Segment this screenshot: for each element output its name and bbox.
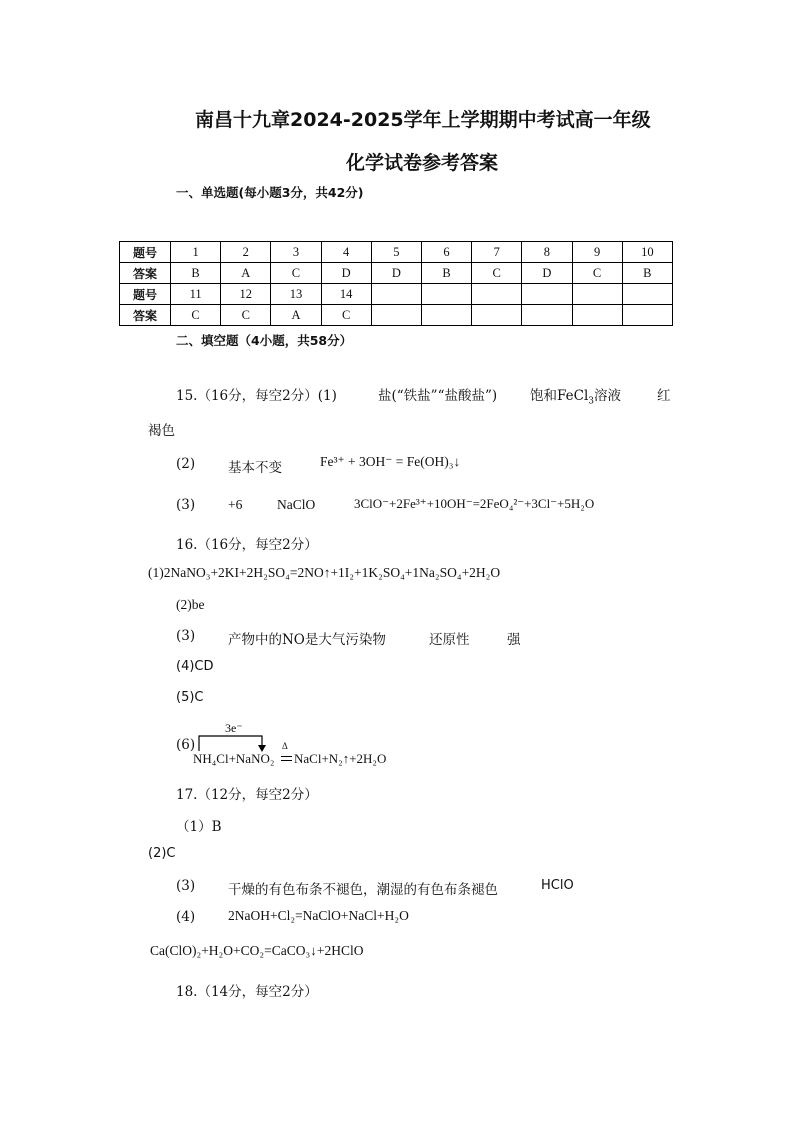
q17-p2: (2)C [148, 846, 176, 861]
table-cell: A [271, 305, 321, 326]
q16-p3-answer-a: 产物中的NO是大气污染物 [228, 632, 386, 648]
table-cell [572, 284, 622, 305]
table-cell: 8 [522, 242, 572, 263]
q16-p4: (4)CD [176, 659, 214, 674]
row-label-question: 题号 [120, 242, 171, 263]
table-cell [371, 284, 421, 305]
equals-sign [281, 755, 293, 763]
row-label-answer: 答案 [120, 263, 171, 284]
q16-p3-answer-b: 还原性 [429, 632, 470, 648]
q16-p6-number: (6) [176, 737, 196, 753]
q15-p3-number: (3) [176, 497, 196, 513]
table-cell: C [472, 263, 522, 284]
table-cell: D [522, 263, 572, 284]
q17-p3-answer-b: HClO [541, 878, 574, 893]
q15-p2-answer: 基本不变 [228, 460, 282, 476]
table-cell: 7 [472, 242, 522, 263]
table-cell: C [572, 263, 622, 284]
q15-p3-answer-b: NaClO [277, 497, 316, 512]
table-cell: D [371, 263, 421, 284]
row-label-question: 题号 [120, 284, 171, 305]
table-cell [472, 305, 522, 326]
q15-p1-answer-c: 红 [657, 388, 671, 404]
table-row [120, 284, 673, 305]
table-cell: B [421, 263, 471, 284]
q16-p6-condition: Δ [282, 741, 288, 751]
section2-heading: 二、填空题（4小题，共58分） [176, 333, 353, 348]
table-cell: 4 [321, 242, 371, 263]
table-cell: 5 [371, 242, 421, 263]
q17-p1: （1）B [176, 819, 222, 835]
q17-p4-equation-1: 2NaOH+Cl₂=NaClO+NaCl+H₂O [228, 908, 409, 923]
page-title: 南昌十九章2024-2025学年上学期期中考试高一年级 [195, 109, 651, 131]
q17-heading: 17.（12分，每空2分） [176, 787, 318, 803]
q15-p3-equation: 3ClO⁻+2Fe³⁺+10OH⁻=2FeO₄²⁻+3Cl⁻+5H₂O [354, 496, 595, 511]
table-cell: 3 [271, 242, 321, 263]
table-cell: A [221, 263, 271, 284]
q16-p3-number: (3) [176, 628, 196, 644]
q17-p3-number: (3) [176, 878, 196, 894]
q16-p5: (5)C [176, 690, 204, 705]
q18-heading: 18.（14分，每空2分） [176, 984, 318, 1000]
table-cell: B [171, 263, 221, 284]
row-label-answer: 答案 [120, 305, 171, 326]
table-cell: C [171, 305, 221, 326]
electron-transfer-arrow [196, 734, 266, 752]
table-cell: 10 [622, 242, 672, 263]
q15-p1-answer-a: 盐(“铁盐”“盐酸盐”) [378, 388, 498, 404]
table-cell [421, 305, 471, 326]
table-cell [472, 284, 522, 305]
table-row [120, 242, 673, 263]
q16-heading: 16.（16分，每空2分） [176, 537, 318, 553]
table-cell: C [271, 263, 321, 284]
table-cell: 12 [221, 284, 271, 305]
q16-p6-reactants: NH₄Cl+NaNO₂ [193, 751, 275, 766]
table-cell [572, 305, 622, 326]
q15-p1-answer-b: 饱和FeCl$_3$溶液 [530, 388, 621, 407]
table-cell: 13 [271, 284, 321, 305]
q15-heading: 15.（16分，每空2分）(1) [176, 388, 337, 404]
table-cell [522, 305, 572, 326]
q16-p6-electron-label: 3e⁻ [225, 721, 243, 735]
page-subtitle: 化学试卷参考答案 [346, 152, 499, 174]
q17-p4-number: (4) [176, 909, 196, 925]
q15-p3-answer-a: +6 [228, 497, 243, 512]
table-row [120, 305, 673, 326]
q16-p2: (2)be [176, 597, 205, 612]
table-cell [371, 305, 421, 326]
q16-p1-equation: (1)2NaNO₃+2KI+2H₂SO₄=2NO↑+1I₂+1K₂SO₄+1Na₂SO₄+2H₂O [148, 565, 501, 580]
q15-p2-number: (2) [176, 456, 196, 472]
table-cell: 11 [171, 284, 221, 305]
table-cell: 2 [221, 242, 271, 263]
table-cell [522, 284, 572, 305]
table-cell [622, 305, 672, 326]
table-cell [421, 284, 471, 305]
q17-p3-answer-a: 干燥的有色布条不褪色，潮湿的有色布条褪色 [228, 882, 498, 898]
table-cell: 9 [572, 242, 622, 263]
table-row [120, 263, 673, 284]
table-cell: B [622, 263, 672, 284]
q16-p6-products: NaCl+N₂↑+2H₂O [294, 751, 387, 766]
q16-p3-answer-c: 强 [507, 632, 521, 648]
q15-p2-equation: Fe³⁺ + 3OH⁻ = Fe(OH)₃↓ [320, 454, 461, 469]
answer-table [119, 241, 673, 326]
q17-p4-equation-2: Ca(ClO)₂+H₂O+CO₂=CaCO₃↓+2HClO [150, 943, 364, 958]
q15-p1-answer-c-wrap: 褐色 [148, 423, 175, 439]
table-cell: 1 [171, 242, 221, 263]
table-cell: 6 [421, 242, 471, 263]
section1-heading: 一、单选题(每小题3分，共42分) [176, 185, 364, 200]
table-cell [622, 284, 672, 305]
table-cell: C [321, 305, 371, 326]
table-cell: 14 [321, 284, 371, 305]
table-cell: D [321, 263, 371, 284]
table-cell: C [221, 305, 271, 326]
